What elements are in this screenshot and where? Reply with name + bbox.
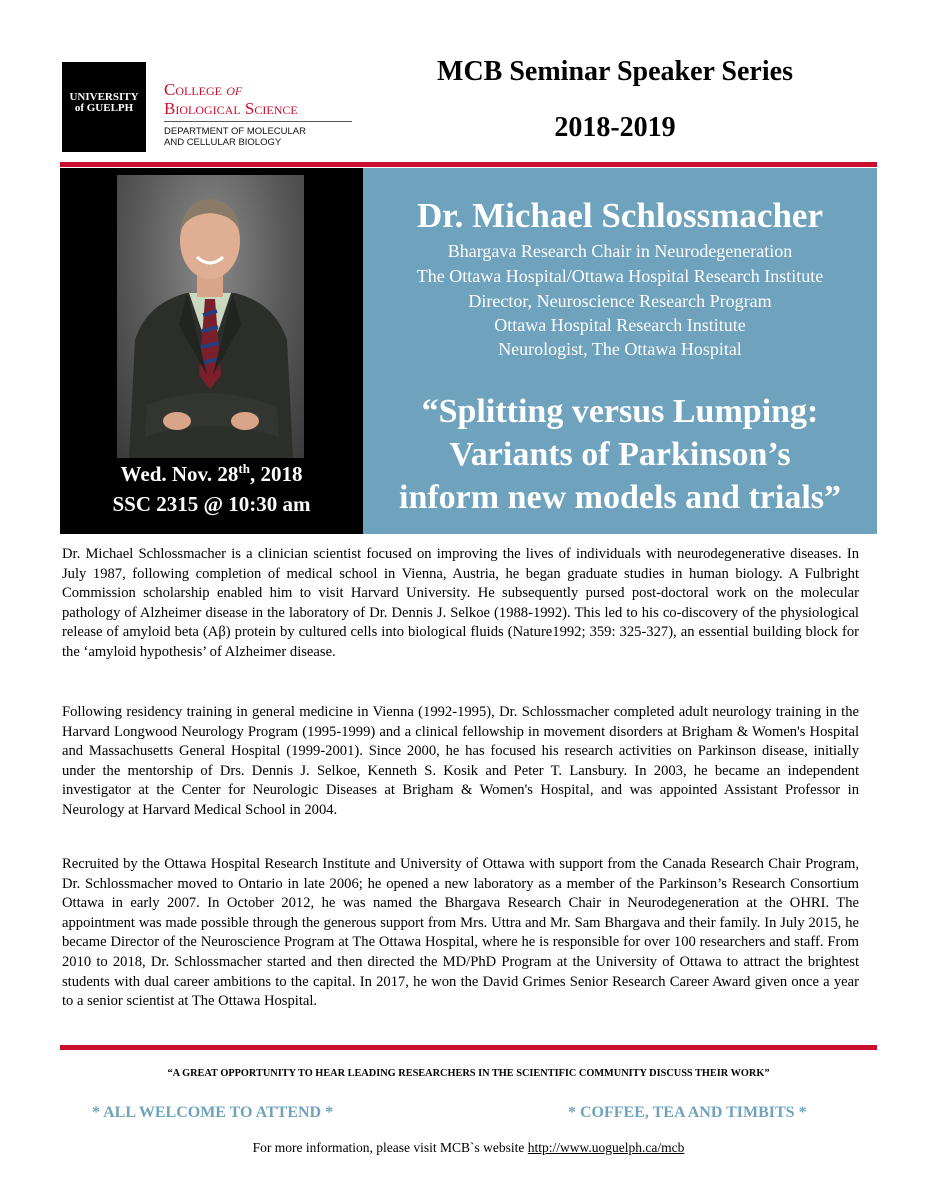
logo-line-2: of GUELPH [74,102,134,114]
more-info-text: For more information, please visit MCB`s website [252,1140,528,1155]
speaker-portrait-icon [117,175,304,458]
affiliation-line: Neurologist, The Ottawa Hospital [498,339,742,359]
department-line-2: AND CELLULAR BIOLOGY [164,137,282,148]
affiliation-line: Ottawa Hospital Research Institute [494,315,746,335]
event-date-main: Wed. Nov. 28 [120,462,239,486]
bottom-divider [60,1045,877,1050]
event-date [60,460,363,488]
promo-quote: “A GREAT OPPORTUNITY TO HEAR LEADING RESEARCHERS IN THE SCIENTIFIC COMMUNITY DISCUSS THEIR WORK” [167,1068,770,1079]
talk-title-line: Variants of Parkinson’s [449,436,791,473]
affiliation-line: Bhargava Research Chair in Neurodegeneration [447,241,793,261]
affiliation-line: The Ottawa Hospital/Ottawa Hospital Research Institute [416,266,824,286]
college-of-word: of [226,80,243,99]
college-logo [164,80,364,148]
affiliation-line: Director, Neuroscience Research Program [468,291,772,311]
bio-paragraph: Recruited by the Ottawa Hospital Research Institute and University of Ottawa with support from the Canada Research Chair Program, Dr. Schlossmacher moved to Ontario in late 2006; he opened a new laboratory as a member of the Parkinson’s Research Consortium Ottawa in early 2007. In October 2012, he was named the Bhargava Research Chair in Neurodegeneration at the OHRI. The appointment was made possible through the generous support from Mrs. Uttra and Mr. Sam Bhargava and their family. In July 2015, he became Director of the Neuroscience Program at The Ottawa Hospital, where he is responsible for over 100 researchers and staff. From 2010 to 2018, Dr. Schlossmacher started and then directed the MD/PhD Program at the University of Ottawa to attract the brightest students with dual career ambitions to the capital. In 2017, he won the David Grimes Senior Research Career Award given once a year to a senior scientist at The Ottawa Hospital. [62,856,859,1010]
event-date-suffix: th [238,461,250,476]
department-line-1: DEPARTMENT OF MOLECULAR [164,126,306,137]
more-info-line [60,1140,877,1156]
series-year: 2018-2019 [554,112,676,143]
university-of-guelph-logo [62,62,146,152]
bio-paragraph: Dr. Michael Schlossmacher is a clinician scientist focused on improving the lives of individuals with neurodegenerative diseases. In July 1987, following completion of medical school in Vienna, Austria, he began graduate studies in human biology. A Fulbright Commission scholarship enabled him to visit Harvard University. He subsequently pursed post-doctoral work on the molecular pathology of Alzheimer disease in the laboratory of Dr. Dennis J. Selkoe (1988-1992). This led to his co-discovery of the physiological release of amyloid beta (Aβ) protein by cultured cells into biological fluids (Nature1992; 359: 325-327), an essential building block for the ‘amyloid hypothesis’ of Alzheimer disease. [62,546,859,660]
college-word: College [164,80,227,99]
college-line-2: Biological Science [164,99,298,118]
refreshments-note: * COFFEE, TEA AND TIMBITS * [568,1104,807,1121]
event-location: SSC 2315 @ 10:30 am [112,492,311,516]
college-line-1 [164,80,364,99]
logo-line-1: UNIVERSITY [69,91,139,103]
event-date-year: , 2018 [249,462,303,486]
logo-divider [164,121,352,122]
talk-title-line: “Splitting versus Lumping: [421,393,819,430]
talk-title-line: inform new models and trials” [399,479,841,516]
mcb-website-link[interactable]: http://www.uoguelph.ca/mcb [527,1140,685,1155]
speaker-photo [117,175,304,458]
welcome-note: * ALL WELCOME TO ATTEND * [92,1104,334,1121]
series-title: MCB Seminar Speaker Series [437,56,793,87]
top-divider [60,162,877,167]
bio-paragraph: Following residency training in general medicine in Vienna (1992-1995), Dr. Schlossmacher completed adult neurology training in the Harvard Longwood Neurology Program (1995-1999) and a clinical fellowship in movement disorders at Brigham & Women's Hospital and Massachusetts General Hospital (1999-2001). Since 2000, he has focused his research activities on Parkinson disease, initially under the mentorship of Drs. Dennis J. Selkoe, Kenneth S. Kosik and Peter T. Lansbury. In 2003, he became an independent investigator at the Center for Neurologic Diseases at Brigham & Women's Hospital, and was appointed Assistant Professor in Neurology at Harvard Medical School in 2004. [62,704,859,818]
speaker-name: Dr. Michael Schlossmacher [416,196,824,235]
